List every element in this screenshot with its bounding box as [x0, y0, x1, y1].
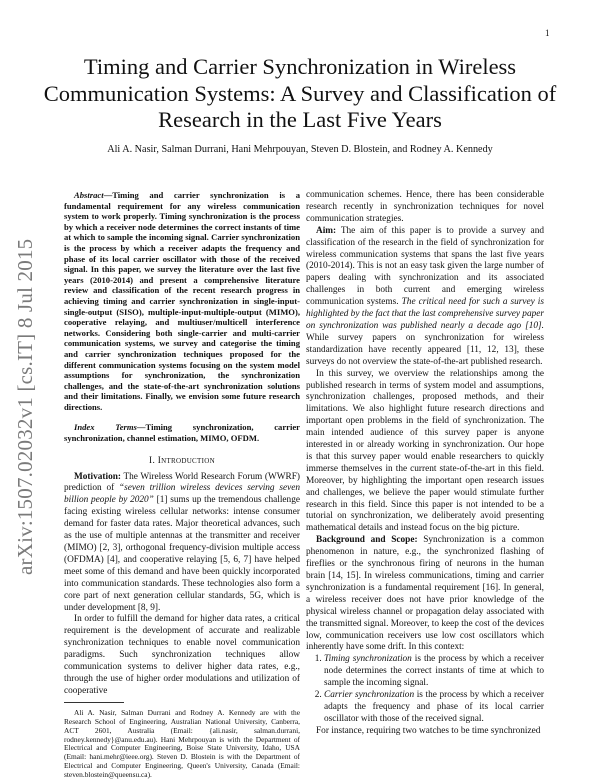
aim-text-b: While survey papers on synchronization for wireless standardization have recently appeared [11, 12, 13], these surveys do not overview the state-of-the-art published research. — [306, 332, 544, 367]
index-terms-text: —Timing synchronization, carrier synchronization, channel estimation, MIMO, OFDM. — [64, 422, 300, 444]
left-column — [64, 190, 300, 780]
index-terms — [64, 422, 300, 443]
abstract-text: —Timing and carrier synchronization is a fundamental requirement for any wireless communication system to work properly. Timing synchronization is the process by which a receiver node determines the correct instants of time at which to sample the incoming signal. Carrier synchronization is the process by which a receiver adapts the frequency and phase of its local carrier oscillator with those of the received signal. In this paper, we survey the literature over the last five years (2010-2014) and present a comprehensive literature review and classification of the recent research progress in achieving timing and carrier synchronization in single-input-single-output (SISO), multiple-input-multiple-output (MIMO), cooperative relaying, and multiuser/multicell interference networks. Considering both single-carrier and multi-carrier communication systems, we survey and categorise the timing and carrier synchronization techniques proposed for the different communication systems focusing on the system model assumptions for synchronization, the synchronization challenges, and the state-of-the-art synchronization solutions and their limitations. Finally, we envision some future research directions. — [64, 190, 300, 412]
definition-list — [306, 654, 544, 725]
paragraph-overview: In this survey, we overview the relationships among the published research in terms of system model and assumptions, synchronization challenges, proposed methods, and their limitations. We also highlight future research directions and important open problems in the field of synchronization. The main intended audience of this survey paper is anyone interested in or already working in synchronization. Our hope is that this survey paper would enable researchers to quickly immerse themselves in the current state-of-the-art in this field. Moreover, by highlighting the important open research issues and challenges, we believe the paper would stimulate further research in this field. Since this paper is not intended to be a tutorial on synchronization, we deliberately avoid presenting mathematical details and instead focus on the big picture. — [306, 368, 544, 534]
index-terms-label: Index Terms — [74, 422, 137, 433]
paragraph-data-rates: In order to fulfill the demand for higher data rates, a critical requirement is the development of accurate and realizable synchronization techniques to enable novel communication paradigms. Such synchronization techniques allow communication systems to deliver higher data rates, e.g., through the use of higher order modulations and utilization of cooperative — [64, 614, 300, 696]
timing-sync-term: Timing synchronization — [324, 654, 412, 665]
background-text: Synchronization is a common phenomenon in nature, e.g., the synchronized flashing of fireflies or the synchronous firing of neurons in the human brain [14, 15]. In wireless communications, timing and carrier synchronization is a fundamental requirement [16]. In general, a wireless receiver does not have prior knowledge of the physical wireless channel or propagation delay associated with the transmitted signal. Moreover, to keep the cost of the devices low, communication receivers use low cost oscillators which inherently have some drift. In this context: — [306, 535, 544, 653]
footnote-rule — [64, 702, 124, 703]
aim-italic: The critical need for such a survey is highlighted by the fact that the last comprehensive survey paper on synchronization was published nearly a decade ago [10]. — [306, 297, 545, 331]
timing-sync-text: is the process by which a receiver node determines the correct instants of time at which to sample the incoming signal. — [324, 654, 544, 689]
motivation-quote: “seven trillion wireless devices serving seven billion people by 2020” — [64, 483, 300, 506]
carrier-sync-term: Carrier synchronization — [324, 690, 415, 701]
abstract-label: Abstract — [74, 190, 104, 200]
author-footnote: Ali A. Nasir, Salman Durrani and Rodney A. Kennedy are with the Research School of Engineering, Australian National University, Canberra, ACT 2601, Australia (Email: {ali.nasir, salman.durrani, rodney.kennedy}@anu.edu.au). Hani Mehrpouyan is with the Department of Electrical and Computer Engineering, Boise State University, Idaho, USA (Email: hani.mehr@ieee.org). Steven D. Blostein is with the Department of Electrical and Computer Engineering, Queen's University, Canada (Email: steven.blostein@queensu.ca). — [64, 707, 300, 780]
paragraph-background — [306, 535, 544, 654]
background-label: Background and Scope: — [316, 535, 418, 546]
arxiv-identifier: arXiv:1507.02032v1 [cs.IT] 8 Jul 2015 — [13, 238, 37, 575]
page-number: 1 — [545, 28, 550, 38]
abstract — [64, 190, 300, 412]
carrier-sync-text: is the process by which a receiver adapts the frequency and phase of its local carrier oscillator with those of the received signal. — [324, 690, 544, 724]
list-item — [324, 690, 544, 726]
paragraph-instance: For instance, requiring two watches to be time synchronized — [316, 725, 541, 736]
list-item — [324, 654, 544, 690]
motivation-text-b: [1] sums up the tremendous challenge facing existing wireless cellular networks: intense consumer demand for faster data rates. Major theoretical advances, such as the use of multiple antennas at the transmitter and receiver (MIMO) [2, 3], orthogonal frequency-division multiple access (OFDMA) [4], and cooperative relaying [5, 6, 7] have helped meet some of this demand and have been quickly incorporated into communication standards. These technologies also form a core part of next generation cellular standards, 5G, which is under development [8, 9]. — [64, 495, 300, 613]
aim-text-a: The aim of this paper is to provide a survey and classification of the research in the field of synchronization for wireless communication systems that spans the last five years (2010-2014). This is not an easy task given the large number of papers dealing with synchronization and its associated challenges in both current and emerging wireless communication systems. — [306, 225, 544, 308]
aim-label: Aim: — [316, 225, 337, 236]
author-list: Ali A. Nasir, Salman Durrani, Hani Mehrpouyan, Steven D. Blostein, and Rodney A. Kennedy — [107, 144, 493, 155]
motivation-text-a: The Wireless World Research Forum (WWRF) prediction of — [64, 471, 300, 494]
right-column — [306, 190, 544, 738]
motivation-label: Motivation: — [74, 471, 121, 482]
paragraph-continuation: communication schemes. Hence, there has been considerable research recently in synchronization techniques for novel communication strategies. — [306, 190, 544, 224]
paragraph-motivation — [64, 472, 300, 615]
section-heading: I. Introduction — [149, 455, 215, 466]
paper-title: Timing and Carrier Synchronization in Wireless Communication Systems: A Survey and Classification of Research in the Last Five Years — [43, 54, 557, 132]
paragraph-aim — [306, 226, 544, 369]
